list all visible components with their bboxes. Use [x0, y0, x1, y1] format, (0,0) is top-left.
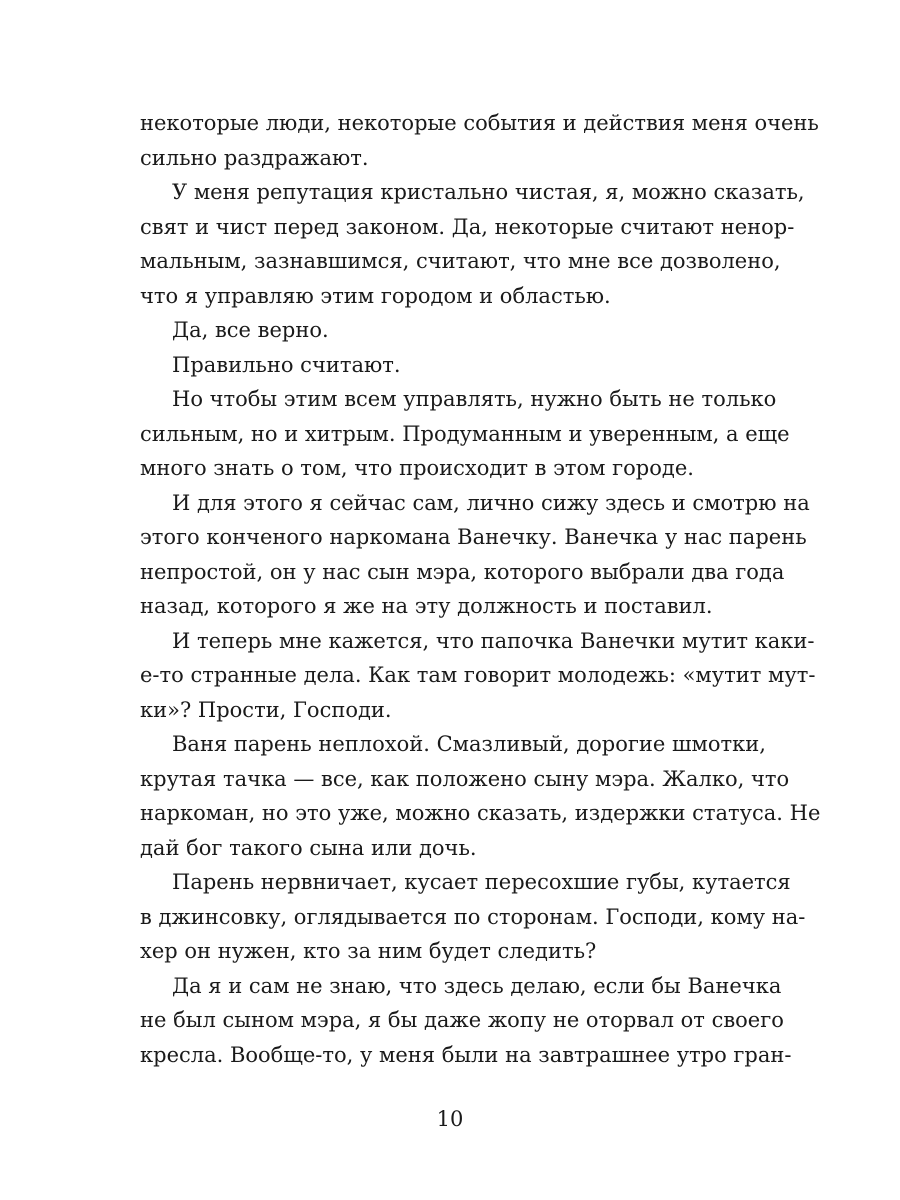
text-line: ки»? Прости, Господи. [140, 697, 392, 722]
text-line: свят и чист перед законом. Да, некоторые считают ненор- [140, 214, 795, 239]
text-line: не был сыном мэра, я бы даже жопу не оторвал от своего [140, 1008, 784, 1032]
text-line: И для этого я сейчас сам, лично сижу здесь и смотрю на [172, 490, 810, 515]
text-line: крутая тачка — все, как положено сыну мэра. Жалко, что [140, 766, 790, 791]
page-number: 10 [436, 1107, 464, 1131]
text-line: что я управляю этим городом и областью. [140, 283, 611, 308]
text-line: У меня репутация кристально чистая, я, можно сказать, [172, 180, 805, 204]
text-line: мальным, зазнавшимся, считают, что мне все дозволено, [140, 249, 781, 273]
text-line: некоторые люди, некоторые события и действия меня очень [140, 111, 819, 135]
text-line: много знать о том, что происходит в этом городе. [140, 456, 694, 480]
text-line: хер он нужен, кто за ним будет следить? [140, 939, 597, 963]
text-line: Правильно считают. [172, 352, 401, 377]
body-text [140, 106, 821, 1072]
text-line: назад, которого я же на эту должность и поставил. [140, 594, 713, 618]
text-line: наркоман, но это уже, можно сказать, издержки статуса. Не [140, 801, 821, 825]
text-line: этого конченого наркомана Ванечку. Ванечка у нас парень [140, 525, 807, 549]
text-line: Но чтобы этим всем управлять, нужно быть не только [172, 387, 777, 411]
text-line: дай бог такого сына или дочь. [140, 835, 477, 860]
text-line: Да я и сам не знаю, что здесь делаю, если бы Ванечка [172, 973, 782, 998]
text-line: И теперь мне кажется, что папочка Ванечки мутит каки- [172, 628, 815, 653]
text-line: в джинсовку, оглядывается по сторонам. Господи, кому на- [140, 904, 806, 929]
text-line: Да, все верно. [172, 318, 329, 342]
text-line: Парень нервничает, кусает пересохшие губы, кутается [172, 870, 791, 894]
text-line: е-то странные дела. Как там говорит молодежь: «мутит мут- [140, 663, 816, 687]
text-line: Ваня парень неплохой. Смазливый, дорогие шмотки, [172, 732, 766, 756]
text-line: сильным, но и хитрым. Продуманным и уверенным, а еще [140, 421, 790, 446]
text-line: непростой, он у нас сын мэра, которого выбрали два года [140, 559, 785, 584]
text-line: сильно раздражают. [140, 145, 369, 170]
text-line: кресла. Вообще-то, у меня были на завтрашнее утро гран- [140, 1042, 792, 1067]
